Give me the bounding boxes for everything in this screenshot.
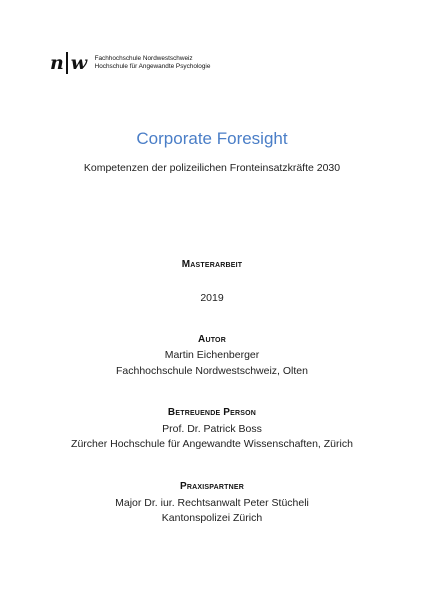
practice-partner-name: Major Dr. iur. Rechtsanwalt Peter Stücheli [115,497,309,509]
author-name: Martin Eichenberger [164,349,260,361]
fhnw-logo-mark [50,52,87,74]
work-type-label: Masterarbeit [181,259,243,270]
logo-divider [66,52,67,74]
practice-partner-label: Praxispartner [180,481,244,492]
logo-line-2: Hochschule für Angewandte Psychologie [94,63,211,70]
document-subtitle: Kompetenzen der polizeilichen Fronteinsatzkräfte 2030 [83,162,341,174]
supervisor-name: Prof. Dr. Patrick Boss [162,423,262,435]
author-label: Autor [198,334,226,345]
logo-mark-left: n [50,51,64,74]
supervisor-organization: Zürcher Hochschule für Angewandte Wissenschaften, Zürich [71,438,353,450]
logo-line-1: Fachhochschule Nordwestschweiz [94,55,193,62]
supervisor-label: Betreuende Person [167,407,257,418]
year: 2019 [200,292,224,304]
author-organization: Fachhochschule Nordwestschweiz, Olten [115,365,308,377]
logo-institution-text [95,55,211,71]
practice-partner-organization: Kantonspolizei Zürich [161,512,263,524]
document-title: Corporate Foresight [136,129,288,148]
logo-mark-right: w [70,51,87,74]
fhnw-logo [50,51,210,75]
